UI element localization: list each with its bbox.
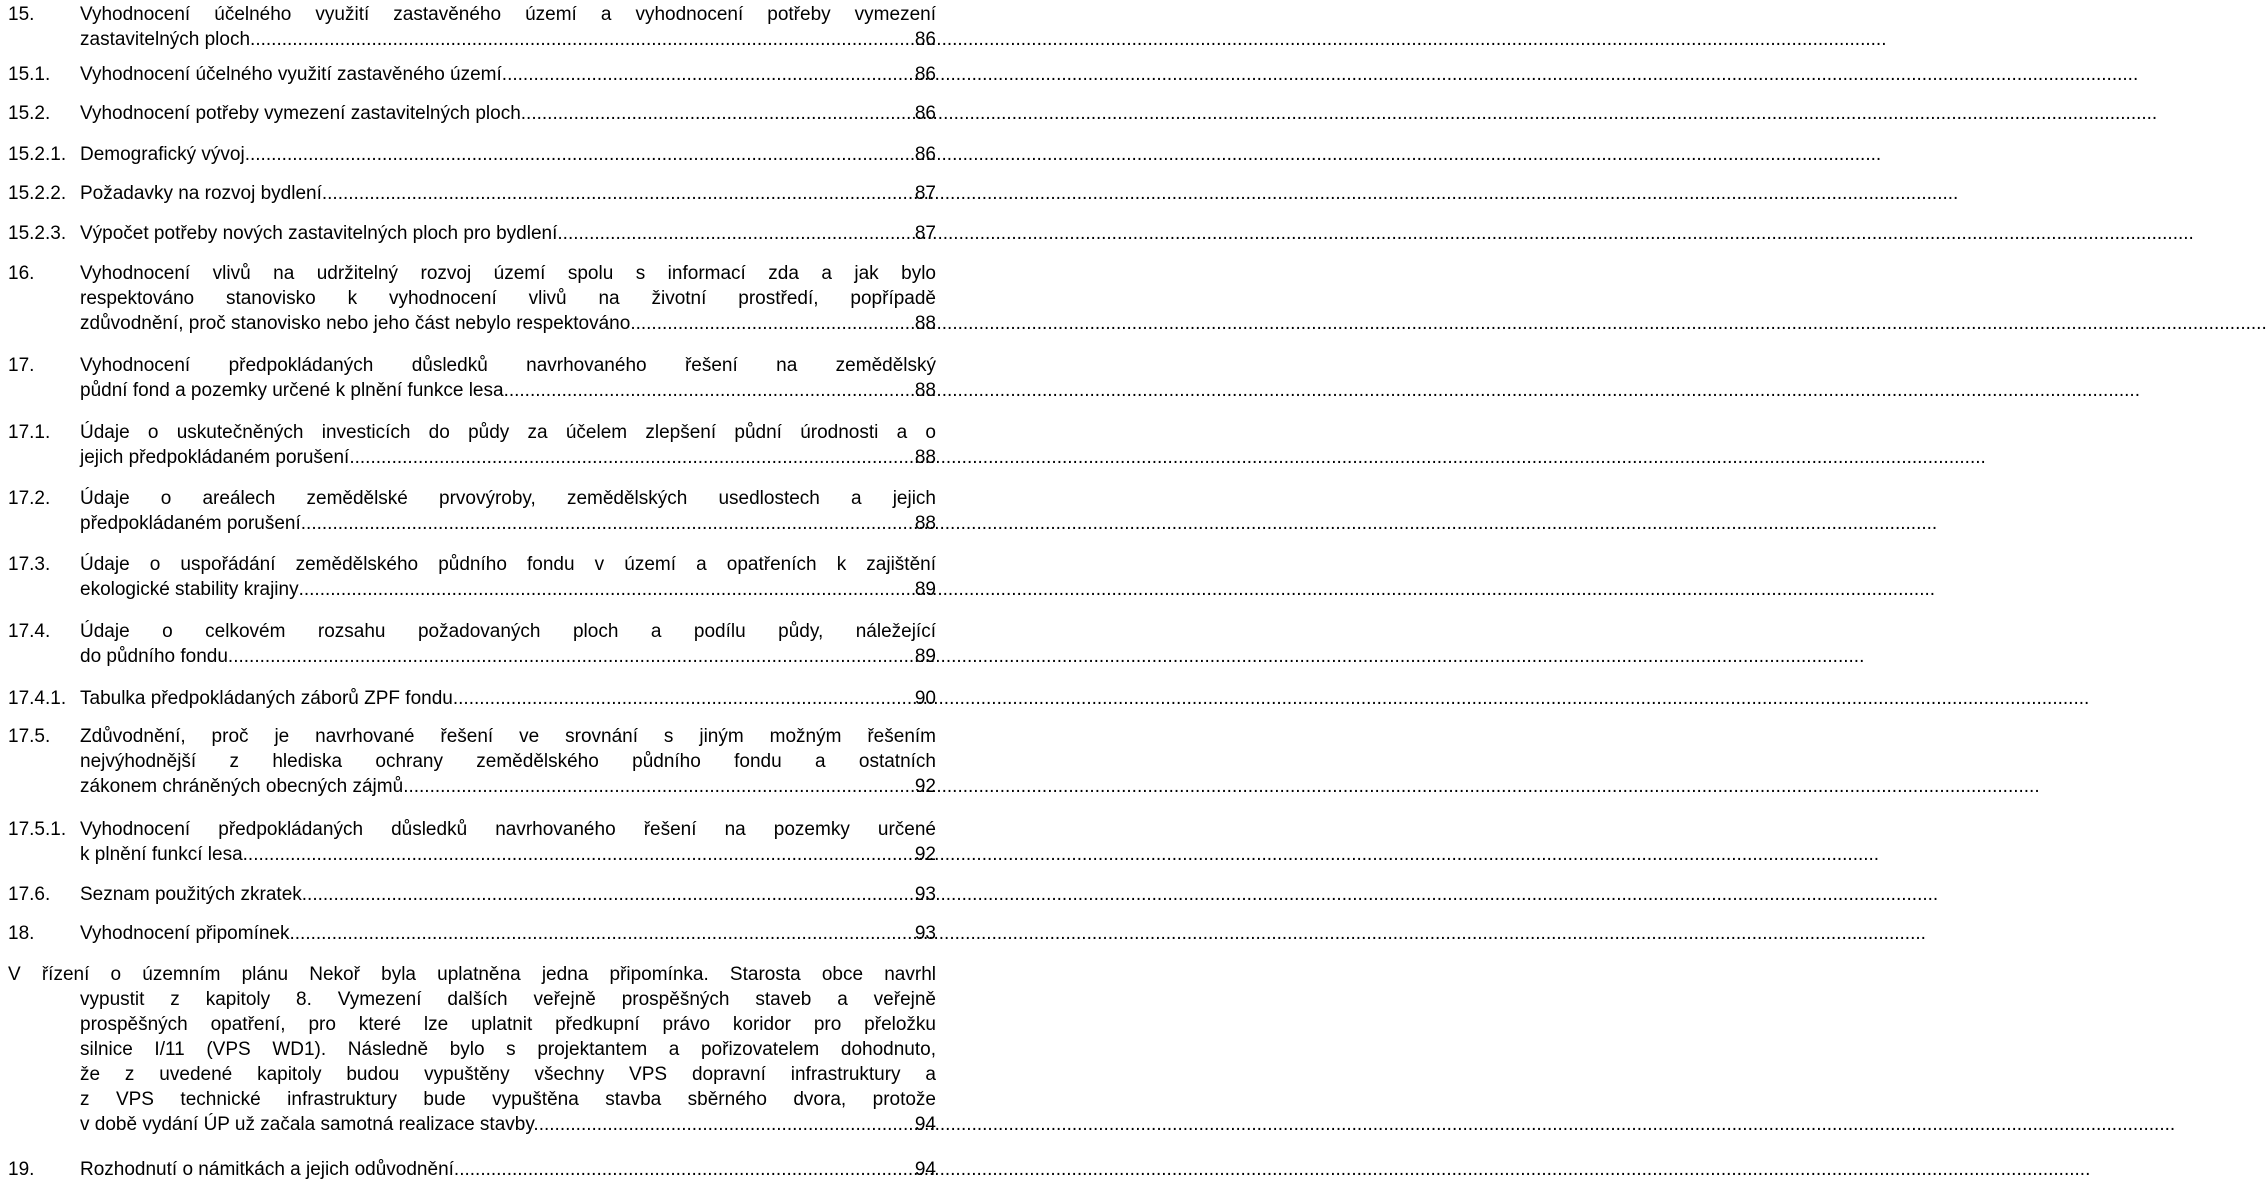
toc-entry-number: 17.2.	[8, 488, 51, 509]
dot-leader	[502, 62, 913, 87]
toc-page-number: 90	[914, 688, 936, 709]
toc-entry-number: 15.1.	[8, 64, 51, 85]
toc-entry-number: 16.	[8, 263, 35, 284]
toc-entry-number: 18.	[8, 923, 35, 944]
toc-page-number: 87	[914, 183, 936, 204]
toc-entry[interactable]	[0, 882, 936, 907]
toc-entry-title	[80, 817, 936, 867]
toc-page-number: 89	[914, 579, 936, 600]
toc-page-number: 92	[914, 776, 936, 797]
toc-entry-title	[80, 420, 936, 470]
toc-entry-title	[80, 62, 936, 87]
toc-entry-line: Požadavky na rozvoj bydlení	[80, 183, 322, 204]
toc-entry-number: 17.	[8, 355, 35, 376]
toc-entry-line: nejvýhodnější z hlediska ochrany zemědělského půdního fondu a ostatních	[80, 751, 936, 772]
dot-leader	[289, 921, 912, 946]
dot-leader	[454, 1157, 913, 1182]
toc-entry[interactable]	[0, 62, 936, 87]
toc-entry-line: k plnění funkcí lesa	[80, 844, 243, 865]
toc-entry-title	[80, 181, 936, 206]
toc-entry-line: Rozhodnutí o námitkách a jejich odůvodnění	[80, 1159, 454, 1180]
toc-entry-number: 17.6.	[8, 884, 51, 905]
toc-entry-line: Vyhodnocení vlivů na udržitelný rozvoj území spolu s informací zda a jak bylo	[80, 263, 936, 284]
toc-page-number: 94	[914, 1114, 936, 1135]
toc-entry-line: ekologické stability krajiny	[80, 579, 299, 600]
toc-entry[interactable]	[0, 552, 936, 602]
toc-entry-title	[8, 962, 936, 1137]
toc-entry-title	[80, 2, 936, 52]
toc-page-number: 86	[914, 29, 936, 50]
toc-entry[interactable]	[0, 724, 936, 799]
toc-entry-line: zákonem chráněných obecných zájmů	[80, 776, 404, 797]
toc-page-number: 88	[914, 380, 936, 401]
dot-leader	[245, 142, 913, 167]
toc-entry-line: prospěšných opatření, pro které lze uplatnit předkupní právo koridor pro přeložku	[80, 1014, 936, 1035]
toc-entry[interactable]	[0, 921, 936, 946]
toc-entry[interactable]	[0, 817, 936, 867]
toc-entry-line: respektováno stanovisko k vyhodnocení vlivů na životní prostředí, popřípadě	[80, 288, 936, 309]
toc-page-number: 88	[914, 513, 936, 534]
toc-page-number: 86	[914, 144, 936, 165]
toc-entry[interactable]	[0, 261, 936, 336]
toc-entry-line: Výpočet potřeby nových zastavitelných ploch pro bydlení	[80, 223, 558, 244]
toc-entry-title	[80, 353, 936, 403]
toc-entry-line: Seznam použitých zkratek	[80, 884, 302, 905]
toc-entry-title	[80, 552, 936, 602]
toc-entry-title	[80, 724, 936, 799]
toc-entry-number: 15.	[8, 4, 35, 25]
toc-entry-line: v době vydání ÚP už začala samotná realizace stavby.	[80, 1114, 539, 1135]
toc-page-number: 87	[914, 223, 936, 244]
toc-entry-line: Demografický vývoj	[80, 144, 245, 165]
toc-entry-number: 17.5.1.	[8, 819, 67, 840]
toc-entry-number: 19.	[8, 1159, 35, 1180]
toc-entry-title	[80, 921, 936, 946]
toc-page-number: 94	[914, 1159, 936, 1180]
dot-leader	[504, 378, 913, 403]
toc-entry[interactable]	[0, 221, 936, 246]
toc-entry-title	[80, 221, 936, 246]
toc-entry-line: Vyhodnocení účelného využití zastavěného území a vyhodnocení potřeby vymezení	[80, 4, 936, 25]
dot-leader	[250, 27, 913, 52]
dot-leader	[557, 221, 912, 246]
toc-entry-title	[80, 142, 936, 167]
toc-entry-line: Vyhodnocení účelného využití zastavěného území	[80, 64, 502, 85]
toc-entry-title	[80, 619, 936, 669]
toc-entry-line: Zdůvodnění, proč je navrhované řešení ve srovnání s jiným možným řešením	[80, 726, 936, 747]
dot-leader	[539, 1112, 913, 1137]
toc-entry-line: Údaje o areálech zemědělské prvovýroby, zemědělských usedlostech a jejich	[80, 488, 936, 509]
toc-entry[interactable]	[0, 420, 936, 470]
toc-entry[interactable]	[0, 353, 936, 403]
dot-leader	[243, 842, 913, 867]
toc-entry[interactable]	[0, 101, 936, 126]
toc-entry-number: 17.1.	[8, 422, 51, 443]
toc-page-number: 88	[914, 313, 936, 334]
toc-entry[interactable]	[0, 686, 936, 711]
toc-entry-line: půdní fond a pozemky určené k plnění funkce lesa	[80, 380, 504, 401]
toc-entry-title	[80, 882, 936, 907]
toc-entry-line: Vyhodnocení potřeby vymezení zastavitelných ploch	[80, 103, 521, 124]
dot-leader	[453, 686, 913, 711]
dot-leader	[630, 311, 913, 336]
toc-entry-line: Vyhodnocení připomínek	[80, 923, 290, 944]
toc-entry-title	[80, 101, 936, 126]
toc-page-number: 86	[914, 103, 936, 124]
toc-entry-title	[80, 686, 936, 711]
toc-entry-title	[80, 486, 936, 536]
toc-entry-number: 17.4.1.	[8, 688, 67, 709]
toc-entry-title	[80, 1157, 936, 1182]
toc-page-number: 88	[914, 447, 936, 468]
toc-entry-line: Údaje o celkovém rozsahu požadovaných ploch a podílu půdy, náležející	[80, 621, 936, 642]
toc-entry-number: 15.2.1.	[8, 144, 67, 165]
dot-leader	[403, 774, 913, 799]
toc-entry-number: 15.2.2.	[8, 183, 67, 204]
toc-entry-line: Vyhodnocení předpokládaných důsledků navrhovaného řešení na zemědělský	[80, 355, 936, 376]
toc-entry-line: zastavitelných ploch	[80, 29, 251, 50]
toc-entry[interactable]	[0, 486, 936, 536]
dot-leader	[301, 511, 913, 536]
toc-entry[interactable]	[0, 2, 936, 52]
toc-entry-line: jejich předpokládaném porušení	[80, 447, 350, 468]
dot-leader	[299, 577, 913, 602]
toc-entry-number: 17.3.	[8, 554, 51, 575]
toc-entry[interactable]	[0, 619, 936, 669]
table-of-contents	[0, 0, 960, 1187]
toc-entry-line: vypustit z kapitoly 8. Vymezení dalších veřejně prospěšných staveb a veřejně	[80, 989, 936, 1010]
toc-entry[interactable]	[0, 181, 936, 206]
toc-entry-line: že z uvedené kapitoly budou vypuštěny všechny VPS dopravní infrastruktury a	[80, 1064, 936, 1085]
toc-page-number: 93	[914, 884, 936, 905]
toc-entry-line: Vyhodnocení předpokládaných důsledků navrhovaného řešení na pozemky určené	[80, 819, 936, 840]
toc-entry-number: 17.4.	[8, 621, 51, 642]
toc-entry[interactable]	[0, 1157, 936, 1182]
toc-entry-line: zdůvodnění, proč stanovisko nebo jeho část nebylo respektováno	[80, 313, 631, 334]
toc-entry-line: silnice I/11 (VPS WD1). Následně bylo s projektantem a pořizovatelem dohodnuto,	[80, 1039, 936, 1060]
dot-leader	[302, 882, 913, 907]
toc-entry[interactable]	[0, 142, 936, 167]
toc-page-number: 86	[914, 64, 936, 85]
toc-entry-line: do půdního fondu	[80, 646, 228, 667]
toc-entry[interactable]	[0, 962, 936, 1137]
toc-entry-line: předpokládaném porušení	[80, 513, 301, 534]
dot-leader	[349, 445, 913, 470]
toc-entry-line: z VPS technické infrastruktury bude vypuštěna stavba sběrného dvora, protože	[80, 1089, 936, 1110]
toc-page-number: 93	[914, 923, 936, 944]
toc-entry-title	[80, 261, 936, 336]
toc-entry-line: Tabulka předpokládaných záborů ZPF fondu	[80, 688, 453, 709]
toc-page-number: 89	[914, 646, 936, 667]
dot-leader	[322, 181, 913, 206]
dot-leader	[228, 644, 913, 669]
toc-entry-line: Údaje o uskutečněných investicích do půdy za účelem zlepšení půdní úrodnosti a o	[80, 422, 936, 443]
toc-page-number: 92	[914, 844, 936, 865]
toc-entry-line: Údaje o uspořádání zemědělského půdního fondu v území a opatřeních k zajištění	[80, 554, 936, 575]
dot-leader	[521, 101, 913, 126]
toc-entry-number: 17.5.	[8, 726, 51, 747]
toc-entry-number: 15.2.	[8, 103, 51, 124]
toc-entry-number: 15.2.3.	[8, 223, 67, 244]
toc-entry-line: V řízení o územním plánu Nekoř byla uplatněna jedna připomínka. Starosta obce navrhl	[8, 964, 936, 985]
